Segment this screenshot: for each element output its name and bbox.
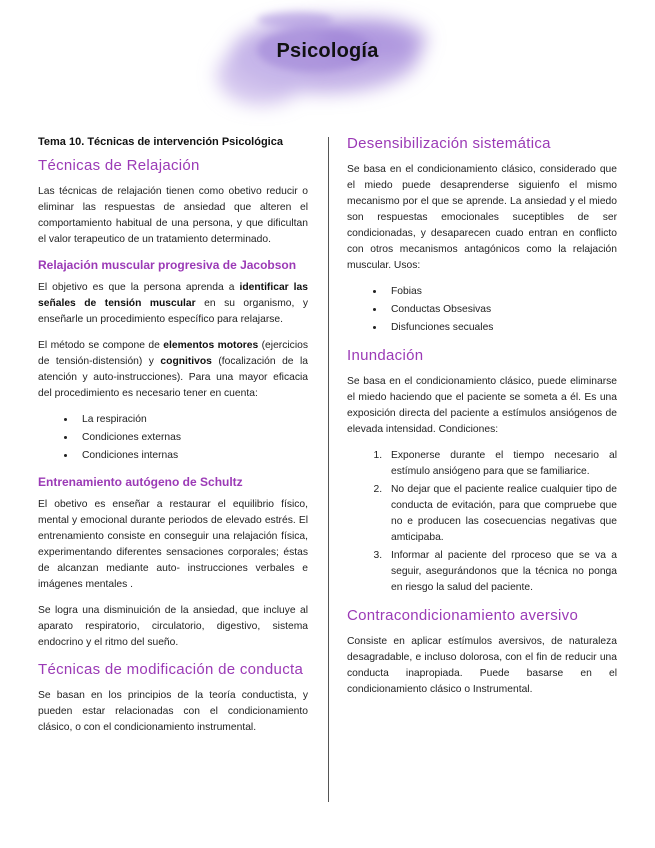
list-item: 1. Exponerse durante el tiempo necesario al estímulo ansiógeno para que se familiarice. [385, 448, 617, 480]
paragraph-inundacion: Se basa en el condicionamiento clásico, puede eliminarse el miedo haciendo que el paciente se someta a él. Es una exposición directa del paciente a estímulos ansiógenos de elevada intensidad. Condiciones: [347, 376, 617, 435]
heading-tecnicas-relajacion: Técnicas de Relajación [38, 157, 200, 174]
paragraph-jacobson-objetivo: El objetivo es que la persona aprenda a identificar las señales de tensión muscular en su organismo, y enseñarle un procedimiento específico para relajarse. [38, 282, 309, 325]
heading-contracondicionamiento: Contracondicionamiento aversivo [347, 607, 579, 624]
condiciones-list [347, 448, 617, 596]
list-item: • Fobias [385, 284, 617, 300]
paragraph-modificacion: Se basan en los principios de la teoría conductista, y pueden estar relacionadas con el condicionamiento clásico, o con el condicionamiento instrumental. [38, 690, 308, 733]
list-item: • Condiciones externas [76, 430, 308, 446]
list-item: • La respiración [76, 412, 308, 428]
paragraph-jacobson-metodo: El método se compone de elementos motores (ejercicios de tensión-distensión) y cognitivos (focalización de la atención y auto-instrucciones). Para una mayor eficacia del procedimiento es necesario tener en cuenta: [38, 340, 308, 399]
paragraph-contracondicionamiento: Consiste en aplicar estímulos aversivos, de naturaleza desagradable, e incluso dolorosa, con el fin de reducir una conducta inapropiada. Puede basarse en el condicionamiento clásico o Instrumental. [347, 636, 617, 695]
tema-title: Tema 10. Técnicas de intervención Psicológica [38, 136, 283, 148]
list-item: 2. No dejar que el paciente realice cualquier tipo de conducta de evitación, para que compruebe que no e producen las cosecuencias negativas que amticipaba. [385, 482, 617, 546]
paragraph-desensibilizacion: Se basa en el condicionamiento clásico, considerado que el miedo puede desaprenderse siguienfo el mismo mecanismo por el que se aprende. La ansiedad y el miedo son respuestas emocionales suceptibles de ser condicionadas, y desaparecen cuado entran en conflicto con otros mecanismos antagónicos como la relajación muscular. Usos: [347, 164, 617, 271]
column-divider [328, 137, 329, 802]
heading-jacobson: Relajación muscular progresiva de Jacobson [38, 258, 297, 272]
paragraph-schultz-2: Se logra una disminuición de la ansiedad, que incluye al aparato respiratorio, circulatorio, digestivo, sistema endocrino y el ritmo del sueño. [38, 605, 308, 648]
list-item: • Disfunciones secuales [385, 320, 617, 336]
right-column [347, 135, 617, 708]
left-column [38, 135, 308, 746]
usos-list [347, 284, 617, 336]
heading-inundacion: Inundación [347, 347, 424, 364]
heading-desensibilizacion: Desensibilización sistemática [347, 135, 551, 152]
heading-schultz: Entrenamiento autógeno de Schultz [38, 475, 243, 489]
list-item: • Conductas Obsesivas [385, 302, 617, 318]
heading-modificacion-conducta: Técnicas de modificación de conducta [38, 661, 304, 678]
list-item: • Condiciones internas [76, 448, 308, 464]
paragraph-schultz-1: El obetivo es enseñar a restaurar el equilibrio físico, mental y emocional durante periodos de elevado estrés. El entrenamiento consiste en conseguir una relajación física, experimentando diferentes sensaciones corporales; éstas de alcanzan mediante auto- instrucciones verbales e imágenes mentales . [38, 499, 308, 590]
page-title: Psicología [276, 40, 379, 62]
watercolor-splash [0, 0, 655, 130]
list-item: 3. Informar al paciente del rproceso que se va a seguir, asegurándonos que la técnica no ponga en riesgo la salud del paciente. [385, 548, 617, 596]
jacobson-list [38, 412, 308, 464]
paragraph-relajacion: Las técnicas de relajación tienen como obetivo reducir o eliminar las respuestas de ansiedad que alteren el comportamiento habitual de una persona, y que dificultan el valor terapeutico de un tratamiento determinado. [38, 186, 308, 245]
